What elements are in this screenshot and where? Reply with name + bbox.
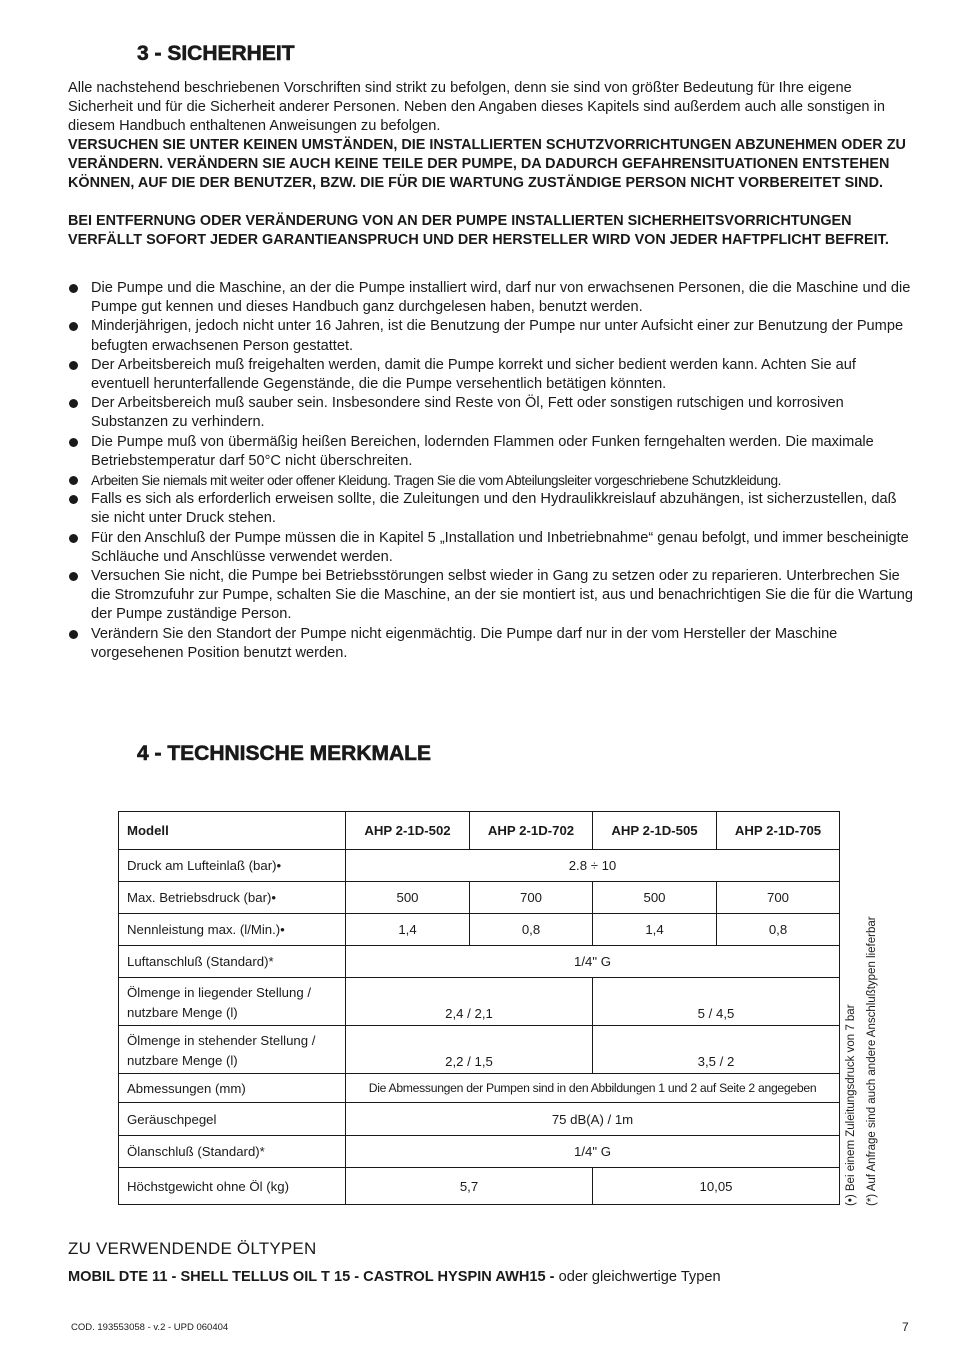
oil-types-heading: ZU VERWENDENDE ÖLTYPEN: [68, 1239, 317, 1258]
footnote: (*) Auf Anfrage sind auch andere Anschlußtypen lieferbar: [866, 916, 878, 1206]
page-number: 7: [902, 1320, 909, 1334]
row-label: Ölanschluß (Standard)*: [119, 1136, 346, 1168]
row-label: Druck am Lufteinlaß (bar)•: [119, 850, 346, 882]
column-header: AHP 2-1D-502: [346, 812, 470, 850]
oil-types-list: MOBIL DTE 11 - SHELL TELLUS OIL T 15 - CASTROL HYSPIN AWH15 -: [68, 1269, 555, 1285]
list-item: Der Arbeitsbereich muß freigehalten werden, damit die Pumpe korrekt und sicher bedient werden kann. Achten Sie auf eventuell herunterfallende Gegenstände, die die Pumpe versehentlich betätigen könnten.: [68, 356, 913, 394]
spec-table: [118, 811, 840, 1205]
table-cell: 1/4" G: [346, 1136, 840, 1168]
table-cell: Die Abmessungen der Pumpen sind in den Abbildungen 1 und 2 auf Seite 2 angegeben: [346, 1074, 840, 1103]
row-label: Höchstgewicht ohne Öl (kg): [119, 1168, 346, 1205]
table-cell: 500: [346, 882, 470, 914]
table-cell: 5,7: [346, 1168, 593, 1205]
table-cell: 500: [593, 882, 717, 914]
section-3-heading: 3 - SICHERHEIT: [137, 42, 295, 65]
table-row: [119, 914, 840, 946]
bullet-icon: [69, 572, 78, 581]
table-cell: 700: [717, 882, 840, 914]
table-row: [119, 882, 840, 914]
row-label: Ölmenge in stehender Stellung / nutzbare Menge (l): [119, 1026, 346, 1074]
table-header-row: [119, 812, 840, 850]
table-cell: 10,05: [593, 1168, 840, 1205]
row-label: Max. Betriebsdruck (bar)•: [119, 882, 346, 914]
table-row: [119, 1168, 840, 1205]
column-header: AHP 2-1D-505: [593, 812, 717, 850]
table-cell: 5 / 4,5: [593, 978, 840, 1026]
section-4-heading: 4 - TECHNISCHE MERKMALE: [137, 742, 432, 765]
list-item: Die Pumpe und die Maschine, an der die Pumpe installiert wird, darf nur von erwachsenen Personen, die die Maschine und die Pumpe gut kennen und dieses Handbuch ganz durchgelesen haben, benutzt werden.: [68, 279, 913, 317]
bullet-icon: [69, 284, 78, 293]
table-row: [119, 850, 840, 882]
list-item: Die Pumpe muß von übermäßig heißen Bereichen, lodernden Flammen oder Funken ferngehalten werden. Die maximale Betriebstemperatur darf 50°C nicht überschreiten.: [68, 433, 913, 471]
bullet-icon: [69, 438, 78, 447]
bullet-icon: [69, 361, 78, 370]
list-item: Falls es sich als erforderlich erweisen sollte, die Zuleitungen und den Hydraulikkreislauf abzuhängen, ist sicherzustellen, daß sie nicht unter Druck stehen.: [68, 490, 913, 528]
table-cell: 1/4" G: [346, 946, 840, 978]
table-cell: 2,2 / 1,5: [346, 1026, 593, 1074]
safety-warning-2: BEI ENTFERNUNG ODER VERÄNDERUNG VON AN DER PUMPE INSTALLIERTEN SICHERHEITSVORRICHTUNGEN VERFÄLLT SOFORT JEDER GARANTIEANSPRUCH UND DER HERSTELLER WIRD VON JEDER HAFTPFLICHT BEFREIT.: [68, 213, 889, 249]
table-row: [119, 978, 840, 1026]
footnote: (•) Bei einem Zuleitungsdruck von 7 bar: [845, 1004, 857, 1206]
column-header: AHP 2-1D-705: [717, 812, 840, 850]
safety-rules-list: [68, 279, 913, 663]
table-footnotes: [841, 846, 883, 1206]
bullet-icon: [69, 495, 78, 504]
bullet-icon: [69, 322, 78, 331]
table-row: [119, 946, 840, 978]
bullet-icon: [69, 476, 78, 485]
row-label: Ölmenge in liegender Stellung / nutzbare Menge (l): [119, 978, 346, 1026]
table-cell: 2.8 ÷ 10: [346, 850, 840, 882]
oil-types-suffix: oder gleichwertige Typen: [554, 1269, 721, 1285]
oil-types-line: [68, 1269, 721, 1285]
document-code: COD. 193553058 - v.2 - UPD 060404: [71, 1322, 229, 1333]
table-cell: 0,8: [717, 914, 840, 946]
column-header: Modell: [119, 812, 346, 850]
safety-intro-paragraph: Alle nachstehend beschriebenen Vorschriften sind strikt zu befolgen, denn sie sind von größter Bedeutung für Ihre eigene Sicherheit und für die Sicherheit anderer Personen. Neben den Angaben dieses Kapitels sind außerdem auch alle sonstigen in diesem Handbuch enthaltenen Anweisungen zu befolgen.: [68, 80, 885, 135]
bullet-icon: [69, 399, 78, 408]
table-row: [119, 1026, 840, 1074]
bullet-icon: [69, 534, 78, 543]
table-cell: 3,5 / 2: [593, 1026, 840, 1074]
list-item: Versuchen Sie nicht, die Pumpe bei Betriebsstörungen selbst wieder in Gang zu setzen oder zu reparieren. Unterbrechen Sie die Stromzufuhr zur Pumpe, schalten Sie die Maschine, an der sie montiert ist, aus und benachrichtigen Sie die für die Wartung der Pumpe zuständige Person.: [68, 567, 913, 625]
table-row: [119, 1136, 840, 1168]
safety-warning-1: VERSUCHEN SIE UNTER KEINEN UMSTÄNDEN, DIE INSTALLIERTEN SCHUTZVORRICHTUNGEN ABZUNEHMEN ODER ZU VERÄNDERN. VERÄNDERN SIE AUCH KEINE TEILE DER PUMPE, DA DADURCH GEFAHRENSITUATIONEN ENTSTEHEN KÖNNEN, AUF DIE DER BENUTZER, BZW. DIE FÜR DIE WARTUNG ZUSTÄNDIGE PERSON NICHT VORBEREITET SIND.: [68, 137, 906, 192]
row-label: Nennleistung max. (l/Min.)•: [119, 914, 346, 946]
row-label: Geräuschpegel: [119, 1103, 346, 1136]
list-item: Der Arbeitsbereich muß sauber sein. Insbesondere sind Reste von Öl, Fett oder sonstigen rutschigen und korrosiven Substanzen zu verhindern.: [68, 394, 913, 432]
table-cell: 75 dB(A) / 1m: [346, 1103, 840, 1136]
bullet-icon: [69, 630, 78, 639]
table-cell: 1,4: [346, 914, 470, 946]
list-item: Minderjährigen, jedoch nicht unter 16 Jahren, ist die Benutzung der Pumpe nur unter Aufsicht einer zur Benutzung der Pumpe befugten erwachsenen Person gestattet.: [68, 317, 913, 355]
column-header: AHP 2-1D-702: [470, 812, 593, 850]
table-cell: 2,4 / 2,1: [346, 978, 593, 1026]
table-cell: 0,8: [470, 914, 593, 946]
list-item: Für den Anschluß der Pumpe müssen die in Kapitel 5 „Installation und Inbetriebnahme“ genau befolgt, und immer bescheinigte Schläuche und Anschlüsse verwendet werden.: [68, 529, 913, 567]
table-cell: 700: [470, 882, 593, 914]
list-item: Verändern Sie den Standort der Pumpe nicht eigenmächtig. Die Pumpe darf nur in der vom Hersteller der Maschine vorgesehenen Position benutzt werden.: [68, 625, 913, 663]
row-label: Abmessungen (mm): [119, 1074, 346, 1103]
table-row: [119, 1103, 840, 1136]
list-item: Arbeiten Sie niemals mit weiter oder offener Kleidung. Tragen Sie die vom Abteilungsleiter vorgeschriebene Schutzkleidung.: [68, 471, 913, 490]
table-row: [119, 1074, 840, 1103]
table-cell: 1,4: [593, 914, 717, 946]
row-label: Luftanschluß (Standard)*: [119, 946, 346, 978]
